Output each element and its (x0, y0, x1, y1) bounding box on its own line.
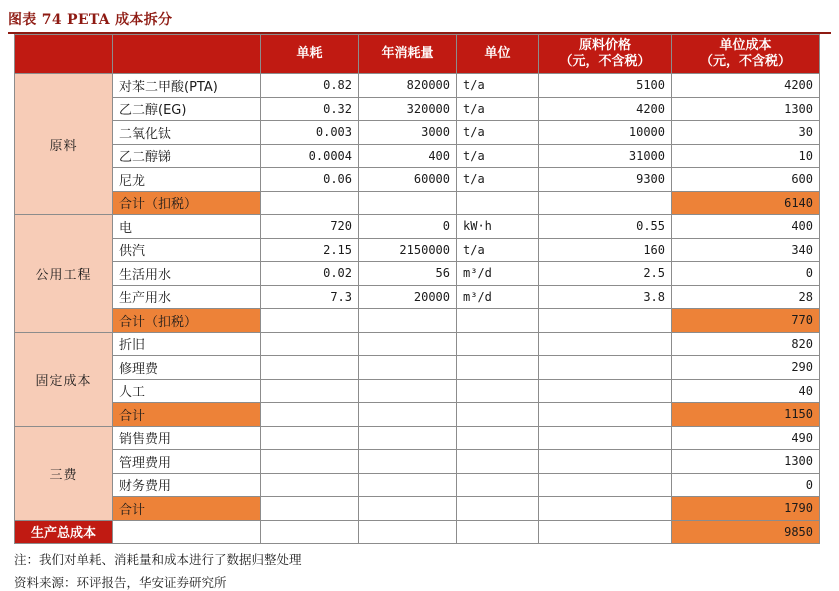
table-row (15, 379, 820, 403)
cell-consumption: 7.3 (261, 285, 359, 309)
cell-unit-cost: 600 (672, 168, 820, 192)
category-label-raw: 原料 (15, 74, 113, 215)
cell-item: 供汽 (113, 238, 261, 262)
cell-unit-cost: 820 (672, 332, 820, 356)
cost-breakdown-table (14, 34, 820, 544)
cell-annual-consumption (359, 426, 457, 450)
subtotal-row (15, 497, 820, 521)
cell-empty (359, 497, 457, 521)
cell-unit (457, 450, 539, 474)
cell-empty (359, 191, 457, 215)
table-note: 注：我们对单耗、消耗量和成本进行了数据归整处理 (14, 552, 302, 567)
report-title: 图表 74 PETA 成本拆分 (8, 12, 173, 28)
cell-annual-consumption (359, 473, 457, 497)
cell-empty (539, 497, 672, 521)
cell-annual-consumption: 60000 (359, 168, 457, 192)
cell-unit: t/a (457, 74, 539, 98)
header-unit: 单位 (457, 35, 539, 74)
category-label-expenses: 三费 (15, 426, 113, 520)
cell-consumption: 0.0004 (261, 144, 359, 168)
cell-annual-consumption: 2150000 (359, 238, 457, 262)
cell-unit (457, 379, 539, 403)
cell-price (539, 356, 672, 380)
cell-unit: t/a (457, 97, 539, 121)
cell-empty (359, 309, 457, 333)
cell-annual-consumption: 820000 (359, 74, 457, 98)
table-row (15, 285, 820, 309)
cell-unit-cost: 0 (672, 473, 820, 497)
cell-item: 人工 (113, 379, 261, 403)
table-row (15, 74, 820, 98)
subtotal-row (15, 309, 820, 333)
table-body (15, 74, 820, 544)
cell-price: 160 (539, 238, 672, 262)
cell-consumption (261, 473, 359, 497)
header-material-price (539, 35, 672, 74)
total-row (15, 520, 820, 544)
table-row (15, 262, 820, 286)
cell-consumption (261, 426, 359, 450)
cell-price (539, 450, 672, 474)
cell-empty (539, 403, 672, 427)
cell-price: 5100 (539, 74, 672, 98)
cell-unit: t/a (457, 144, 539, 168)
cell-annual-consumption: 0 (359, 215, 457, 239)
cell-empty (457, 520, 539, 544)
cell-unit-cost: 1300 (672, 97, 820, 121)
header-blank-item (113, 35, 261, 74)
cell-annual-consumption (359, 450, 457, 474)
cell-unit-cost: 0 (672, 262, 820, 286)
cell-item: 财务费用 (113, 473, 261, 497)
cell-unit (457, 426, 539, 450)
cell-price: 4200 (539, 97, 672, 121)
cell-consumption (261, 379, 359, 403)
cell-item: 折旧 (113, 332, 261, 356)
cell-unit (457, 332, 539, 356)
cell-unit (457, 473, 539, 497)
cell-empty (539, 309, 672, 333)
table-row (15, 356, 820, 380)
cell-empty (261, 520, 359, 544)
cell-empty (261, 191, 359, 215)
cell-unit-cost: 28 (672, 285, 820, 309)
cell-empty (261, 309, 359, 333)
subtotal-label: 合计 (113, 497, 261, 521)
cell-annual-consumption (359, 332, 457, 356)
header-annual-consumption: 年消耗量 (359, 35, 457, 74)
subtotal-label: 合计（扣税） (113, 191, 261, 215)
cell-item: 生产用水 (113, 285, 261, 309)
cell-price (539, 332, 672, 356)
cell-unit: m³/d (457, 262, 539, 286)
cell-unit: kW·h (457, 215, 539, 239)
category-label-utility: 公用工程 (15, 215, 113, 333)
header-unit-cost-line2: （元，不含税） (699, 54, 791, 69)
cell-item: 乙二醇锑 (113, 144, 261, 168)
subtotal-value: 770 (672, 309, 820, 333)
subtotal-row (15, 191, 820, 215)
cell-item: 生活用水 (113, 262, 261, 286)
cell-unit-cost: 30 (672, 121, 820, 145)
category-label-fixed: 固定成本 (15, 332, 113, 426)
table-row (15, 238, 820, 262)
cell-consumption: 2.15 (261, 238, 359, 262)
cell-unit-cost: 1300 (672, 450, 820, 474)
cell-unit-cost: 490 (672, 426, 820, 450)
cell-item: 销售费用 (113, 426, 261, 450)
header-consumption: 单耗 (261, 35, 359, 74)
cell-item: 修理费 (113, 356, 261, 380)
header-row (15, 35, 820, 74)
cell-price: 9300 (539, 168, 672, 192)
cell-empty (113, 520, 261, 544)
cell-price (539, 473, 672, 497)
total-label: 生产总成本 (15, 520, 113, 544)
cell-unit-cost: 290 (672, 356, 820, 380)
table-row (15, 332, 820, 356)
cell-empty (457, 309, 539, 333)
table-row (15, 168, 820, 192)
cell-unit-cost: 4200 (672, 74, 820, 98)
table-row (15, 473, 820, 497)
subtotal-value: 1150 (672, 403, 820, 427)
header-unit-cost (672, 35, 820, 74)
cell-annual-consumption: 20000 (359, 285, 457, 309)
cell-annual-consumption (359, 356, 457, 380)
cell-consumption: 0.06 (261, 168, 359, 192)
header-unit-cost-line1: 单位成本 (719, 38, 772, 53)
cell-empty (359, 520, 457, 544)
table-row (15, 215, 820, 239)
cell-annual-consumption: 3000 (359, 121, 457, 145)
table-row (15, 426, 820, 450)
cell-consumption: 0.82 (261, 74, 359, 98)
cell-consumption: 0.32 (261, 97, 359, 121)
cell-unit-cost: 10 (672, 144, 820, 168)
cell-unit-cost: 340 (672, 238, 820, 262)
cell-item: 尼龙 (113, 168, 261, 192)
header-material-price-line2: （元，不含税） (559, 54, 651, 69)
cell-consumption: 0.02 (261, 262, 359, 286)
cell-annual-consumption (359, 379, 457, 403)
cell-item: 二氧化钛 (113, 121, 261, 145)
header-blank-category (15, 35, 113, 74)
table-row (15, 144, 820, 168)
cell-price: 3.8 (539, 285, 672, 309)
cell-item: 管理费用 (113, 450, 261, 474)
subtotal-label: 合计 (113, 403, 261, 427)
cell-consumption: 720 (261, 215, 359, 239)
cell-unit: t/a (457, 168, 539, 192)
cell-unit (457, 356, 539, 380)
header-material-price-line1: 原料价格 (578, 38, 631, 53)
cell-price: 0.55 (539, 215, 672, 239)
cell-empty (261, 403, 359, 427)
cell-annual-consumption: 400 (359, 144, 457, 168)
cell-annual-consumption: 320000 (359, 97, 457, 121)
cell-price: 10000 (539, 121, 672, 145)
cell-item: 乙二醇(EG) (113, 97, 261, 121)
cell-unit: t/a (457, 238, 539, 262)
cell-empty (359, 403, 457, 427)
cell-empty (539, 191, 672, 215)
cell-consumption (261, 356, 359, 380)
subtotal-row (15, 403, 820, 427)
cell-empty (457, 403, 539, 427)
cell-price: 2.5 (539, 262, 672, 286)
subtotal-label: 合计（扣税） (113, 309, 261, 333)
table-row (15, 97, 820, 121)
cell-empty (457, 191, 539, 215)
cell-item: 对苯二甲酸(PTA) (113, 74, 261, 98)
table-row (15, 121, 820, 145)
cell-unit-cost: 400 (672, 215, 820, 239)
cell-unit-cost: 40 (672, 379, 820, 403)
cell-item: 电 (113, 215, 261, 239)
cell-unit: t/a (457, 121, 539, 145)
cell-empty (457, 497, 539, 521)
cell-empty (261, 497, 359, 521)
total-value: 9850 (672, 520, 820, 544)
cell-price: 31000 (539, 144, 672, 168)
subtotal-value: 1790 (672, 497, 820, 521)
cell-price (539, 379, 672, 403)
table-source: 资料来源：环评报告，华安证券研究所 (14, 575, 227, 590)
cell-price (539, 426, 672, 450)
cell-consumption (261, 332, 359, 356)
subtotal-value: 6140 (672, 191, 820, 215)
cell-consumption: 0.003 (261, 121, 359, 145)
cell-unit: m³/d (457, 285, 539, 309)
cell-consumption (261, 450, 359, 474)
table-row (15, 450, 820, 474)
cell-annual-consumption: 56 (359, 262, 457, 286)
cell-empty (539, 520, 672, 544)
